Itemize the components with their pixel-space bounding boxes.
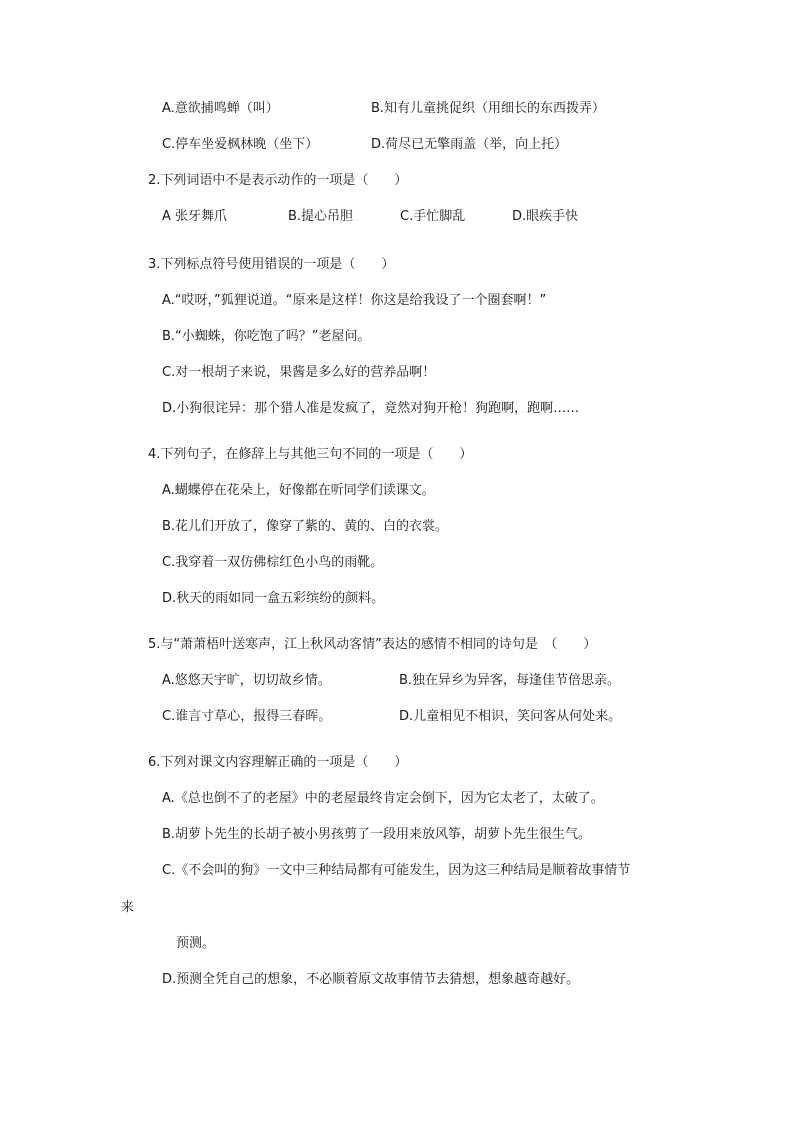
q5-option-a: A.悠悠天宇旷，切切故乡情。 bbox=[162, 673, 331, 688]
q4-option-c: C.我穿着一双仿佛棕红色小鸟的雨靴。 bbox=[162, 555, 384, 570]
q3-option-c: C.对一根胡子来说，果酱是多么好的营养品啊！ bbox=[162, 365, 436, 380]
q6-option-a: A.《总也倒不了的老屋》中的老屋最终肯定会倒下，因为它太老了，太破了。 bbox=[162, 791, 604, 806]
q6-stem: 6.下列对课文内容理解正确的一项是（ ） bbox=[148, 755, 408, 770]
q6-option-c-continuation: 预测。 bbox=[176, 936, 216, 951]
q5-option-c: C.谁言寸草心，报得三春晖。 bbox=[162, 709, 332, 724]
q2-option-b: B.提心吊胆 bbox=[288, 209, 354, 224]
q2-option-c: C.手忙脚乱 bbox=[400, 209, 466, 224]
q6-option-c: C.《不会叫的狗》一文中三种结局都有可能发生，因为这三种结局是顺着故事情节 bbox=[162, 863, 631, 878]
q3-option-b: B.“小蜘蛛，你吃饱了吗？”老屋问。 bbox=[162, 329, 371, 344]
q5-stem: 5.与“萧萧梧叶送寒声，江上秋风动客情”表达的感情不相同的诗句是 （ ） bbox=[148, 637, 597, 652]
q5-option-b: B.独在异乡为异客，每逢佳节倍思亲。 bbox=[399, 673, 621, 688]
q4-option-a: A.蝴蝶停在花朵上，好像都在听同学们读课文。 bbox=[162, 483, 435, 498]
q1-option-d: D.荷尽已无擎雨盖（举，向上托） bbox=[371, 137, 568, 152]
q6-option-b: B.胡萝卜先生的长胡子被小男孩剪了一段用来放风筝，胡萝卜先生很生气。 bbox=[162, 827, 592, 842]
q2-stem: 2.下列词语中不是表示动作的一项是（ ） bbox=[148, 173, 408, 188]
q4-stem: 4.下列句子，在修辞上与其他三句不同的一项是（ ） bbox=[148, 447, 473, 462]
q1-option-b: B.知有儿童挑促织（用细长的东西拨弄） bbox=[371, 101, 606, 116]
q6-option-c-wrap: 来 bbox=[121, 900, 135, 915]
q3-option-a: A.“哎呀，”狐狸说道。“原来是这样！你这是给我设了一个圈套啊！” bbox=[162, 293, 547, 308]
q6-option-d: D.预测全凭自己的想象，不必顺着原文故事情节去猜想，想象越奇越好。 bbox=[162, 972, 580, 987]
q2-option-d: D.眼疾手快 bbox=[512, 209, 579, 224]
q2-option-a: A 张牙舞爪 bbox=[162, 209, 228, 224]
q1-option-a: A.意欲捕鸣蝉（叫） bbox=[162, 101, 279, 116]
q1-option-c: C.停车坐爱枫林晚（坐下） bbox=[162, 137, 319, 152]
q3-option-d: D.小狗很诧异：那个猎人准是发疯了，竟然对狗开枪！狗跑啊，跑啊…… bbox=[162, 401, 580, 416]
q4-option-d: D.秋天的雨如同一盒五彩缤纷的颜料。 bbox=[162, 591, 385, 606]
q5-option-d: D.儿童相见不相识，笑问客从何处来。 bbox=[399, 709, 622, 724]
q3-stem: 3.下列标点符号使用错误的一项是（ ） bbox=[148, 257, 395, 272]
q4-option-b: B.花儿们开放了，像穿了紫的、黄的、白的衣裳。 bbox=[162, 519, 449, 534]
